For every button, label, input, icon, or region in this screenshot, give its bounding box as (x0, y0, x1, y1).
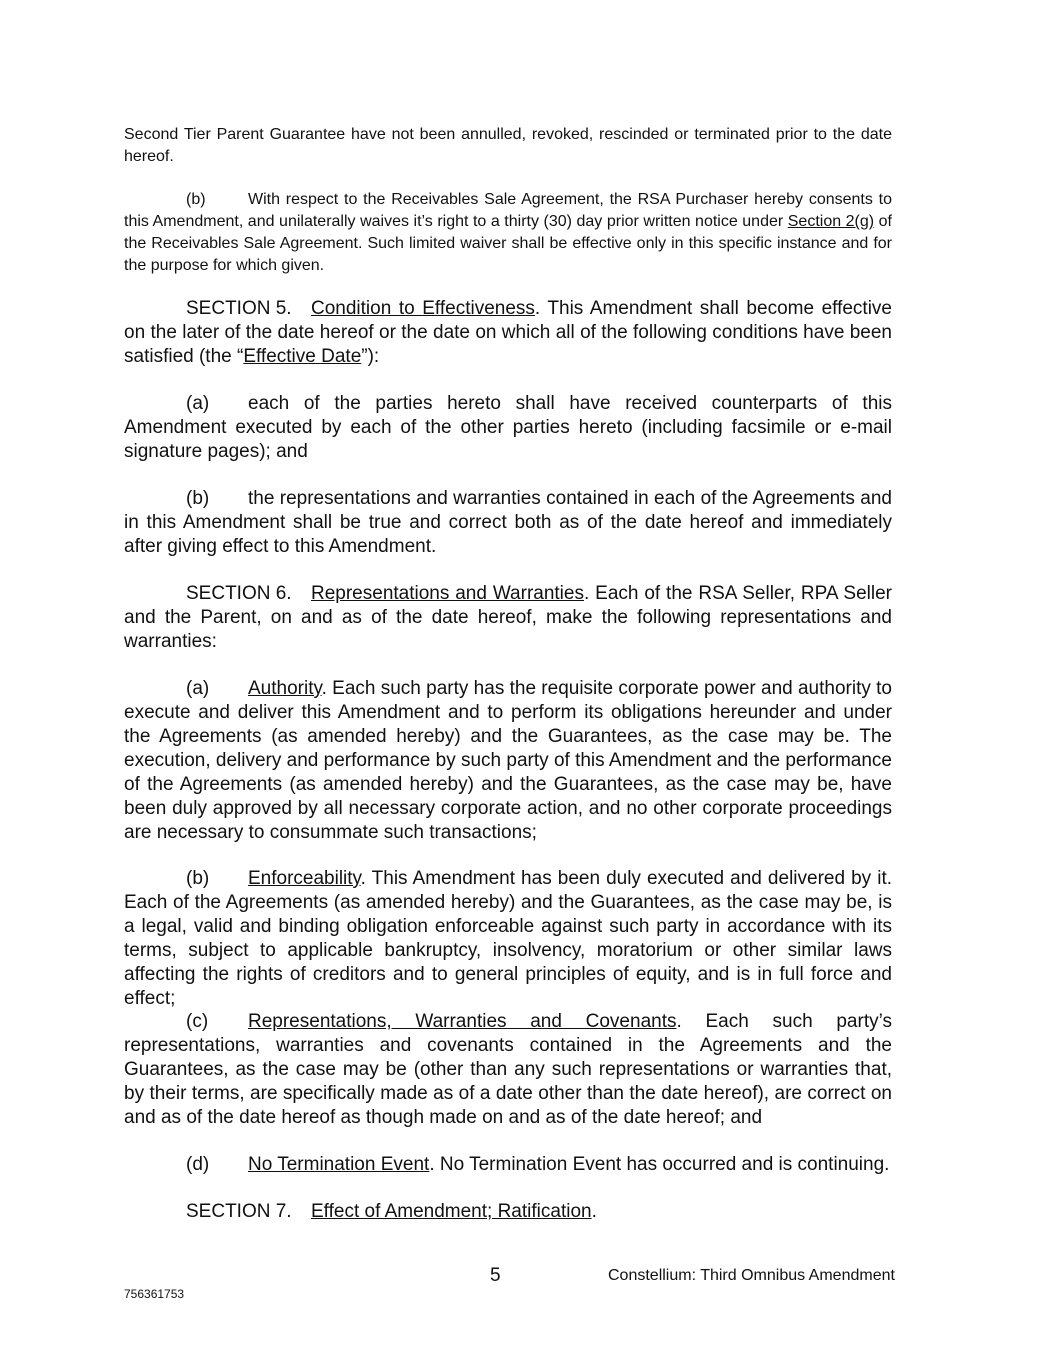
footer-document-title: Constellium: Third Omnibus Amendment (608, 1267, 895, 1284)
clause-label: (c) (186, 1011, 209, 1032)
clause-label: (b) (186, 868, 210, 889)
section-reference: Section 2(g) (787, 213, 875, 230)
clause-label: (a) (186, 678, 210, 699)
paragraph-4b (124, 189, 892, 277)
paragraph-guarantee-continuation (124, 124, 892, 168)
section-title: Representations and Warranties (311, 583, 584, 604)
section-6-a (124, 677, 892, 845)
page-number: 5 (490, 1265, 501, 1286)
paragraph-text: . This Amendment shall become effective on the later of the date hereof or the date on which all of the following conditions have been satisfied (the “ (124, 298, 893, 367)
section-6 (124, 582, 892, 654)
paragraph-text: each of the parties hereto shall have received counterparts of this Amendment executed by each of the other parties hereto (including facsimile or e-mail signature pages); and (124, 393, 892, 462)
section-5 (124, 297, 892, 369)
paragraph-text: of the Receivables Sale Agreement. Such limited waiver shall be effective only in this specific instance and for the purpose for which given. (124, 213, 892, 274)
clause-title: Representations, Warranties and Covenants (248, 1011, 677, 1032)
clause-title: No Termination Event (248, 1154, 430, 1175)
section-6-d (124, 1153, 892, 1177)
section-7 (124, 1200, 892, 1224)
paragraph-text: . Each such party has the requisite corporate power and authority to execute and deliver this Amendment and to perform its obligations hereunder and under the Agreements (as amended hereby) and the Guarantees, as the case may be. The execution, delivery and performance by such party of this Amendment and the performance of the Agreements (as amended hereby) and the Guarantees, as the case may be, have been duly approved by all necessary corporate action, and no other corporate proceedings are necessary to consummate such transactions; (124, 678, 892, 843)
document-id: 756361753 (124, 1287, 185, 1301)
section-title: Condition to Effectiveness (311, 298, 535, 319)
section-label: SECTION 5. (186, 298, 292, 319)
section-label: SECTION 7. (186, 1201, 292, 1222)
clause-label: (b) (186, 488, 210, 509)
defined-term: Effective Date (243, 346, 362, 367)
paragraph-text: . Each such party’s representations, warranties and covenants contained in the Agreements and the Guarantees, as the case may be (other than any such representations or warranties that, by their terms, are specifically made as of a date other than the date hereof), are correct on and as of the date hereof as though made on and as of the date hereof; and (124, 1011, 892, 1128)
section-5-a (124, 392, 892, 464)
paragraph-text: . Each of the RSA Seller, RPA Seller and the Parent, on and as of the date hereof, make the following representations and warranties: (124, 583, 892, 652)
section-label: SECTION 6. (186, 583, 292, 604)
section-5-b (124, 487, 892, 559)
section-title: Effect of Amendment; Ratification (311, 1201, 592, 1222)
clause-label: (a) (186, 393, 210, 414)
paragraph-text: ”): (361, 346, 380, 367)
paragraph-text: . No Termination Event has occurred and is continuing. (429, 1154, 890, 1175)
section-6-b (124, 867, 892, 1011)
clause-label: (d) (186, 1154, 210, 1175)
clause-title: Authority (248, 678, 322, 699)
clause-label: (b) (186, 191, 206, 208)
paragraph-text: . (591, 1201, 597, 1222)
paragraph-text: the representations and warranties contained in each of the Agreements and in this Amendment shall be true and correct both as of the date hereof and immediately after giving effect to this Amendment. (124, 488, 892, 557)
paragraph-text: Second Tier Parent Guarantee have not been annulled, revoked, rescinded or terminated prior to the date hereof. (124, 126, 892, 165)
section-6-c (124, 1010, 892, 1130)
clause-title: Enforceability (248, 868, 361, 889)
paragraph-text: . This Amendment has been duly executed and delivered by it. Each of the Agreements (as amended hereby) and the Guarantees, as the case may be, is a legal, valid and binding obligation enforceable against such party in accordance with its terms, subject to applicable bankruptcy, insolvency, moratorium or other similar laws affecting the rights of creditors and to general principles of equity, and is in full force and effect; (124, 868, 892, 1009)
paragraph-text: With respect to the Receivables Sale Agreement, the RSA Purchaser hereby consents to this Amendment, and unilaterally waives it’s right to a thirty (30) day prior written notice under (124, 191, 892, 230)
